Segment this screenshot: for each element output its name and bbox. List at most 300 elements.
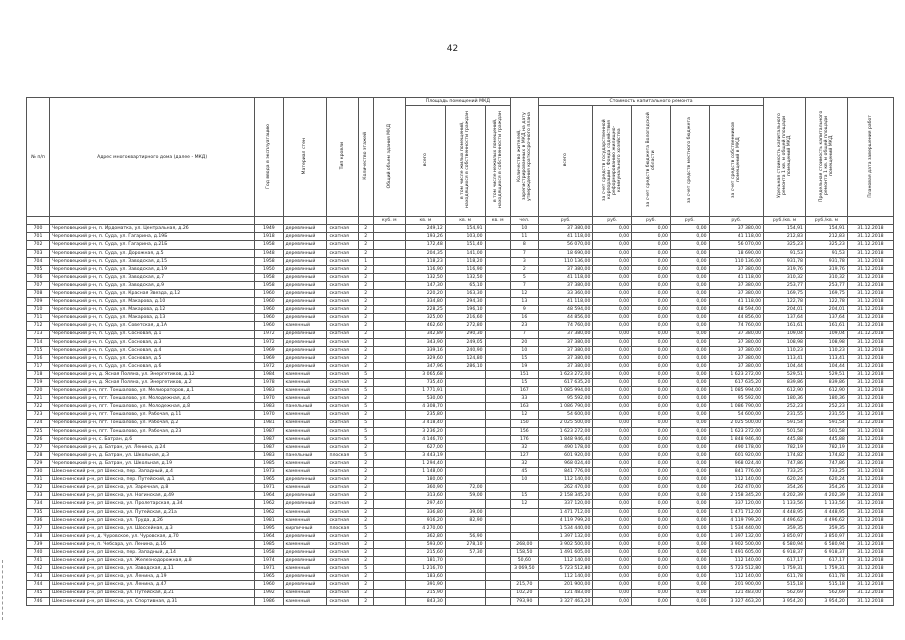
table-cell bbox=[445, 581, 485, 589]
table-cell: 57,30 bbox=[445, 549, 485, 557]
table-body bbox=[27, 225, 894, 605]
table-cell: Череповецкий р-н, п. Суда, ул. Гагарина, д.19Б bbox=[50, 233, 255, 241]
table-cell: 31.12.2018 bbox=[847, 298, 893, 306]
table-cell: 3 443,19 bbox=[405, 451, 445, 459]
table-cell: 0,00 bbox=[632, 460, 671, 468]
table-cell: 0,00 bbox=[593, 225, 632, 233]
table-cell: 0,00 bbox=[670, 484, 709, 492]
table-cell: Череповецкий р-н, п. Суда, ул. Сосновая, д.3 bbox=[50, 338, 255, 346]
table-cell: Шекснинский р-н, рп Шексна, ул. Путейская, д.21а bbox=[50, 508, 255, 516]
table-cell: 782,19 bbox=[805, 443, 847, 451]
table-row bbox=[27, 581, 894, 589]
table-cell: 0,00 bbox=[593, 379, 632, 387]
table-cell: 2 bbox=[358, 249, 373, 257]
table-cell bbox=[373, 524, 405, 532]
table-cell: скатная bbox=[327, 403, 358, 411]
table-cell: 1985 bbox=[255, 540, 283, 548]
table-cell: 1 294,40 bbox=[405, 460, 445, 468]
table-cell: 740 bbox=[27, 549, 50, 557]
table-cell: Череповецкий р-н, п. Суда, ул. Сосновая, д.5 bbox=[50, 354, 255, 362]
table-cell: 746 bbox=[27, 597, 50, 605]
table-cell: 41 118,00 bbox=[538, 233, 592, 241]
table-cell: 3 327 463,20 bbox=[709, 597, 763, 605]
table-cell: 31.12.2018 bbox=[847, 330, 893, 338]
table-cell: 0,00 bbox=[632, 573, 671, 581]
table-cell: 0,00 bbox=[632, 524, 671, 532]
table-cell: 0,00 bbox=[670, 273, 709, 281]
table-cell: 8 bbox=[510, 241, 538, 249]
table-cell: 37 380,00 bbox=[538, 362, 592, 370]
table-cell: 31.12.2018 bbox=[847, 500, 893, 508]
table-cell: Череповецкий р-н, п. Суда, ул. Заводская, д.19 bbox=[50, 265, 255, 273]
table-cell: скатная bbox=[327, 346, 358, 354]
table-cell: скатная bbox=[327, 257, 358, 265]
table-cell: каменный bbox=[283, 322, 327, 330]
table-cell: 0,00 bbox=[670, 330, 709, 338]
table-cell: 0,00 bbox=[632, 379, 671, 387]
table-row bbox=[27, 403, 894, 411]
table-cell: 252,23 bbox=[764, 403, 806, 411]
table-cell: деревянный bbox=[283, 581, 327, 589]
table-cell: 1 397 132,00 bbox=[538, 532, 592, 540]
table-cell bbox=[485, 540, 510, 548]
table-cell: каменный bbox=[283, 565, 327, 573]
header-cost-group: Стоимость капитального ремонта bbox=[538, 98, 763, 106]
table-cell: скатная bbox=[327, 460, 358, 468]
table-cell: 0,00 bbox=[632, 500, 671, 508]
table-cell: 0,00 bbox=[593, 549, 632, 557]
table-cell: 743 bbox=[27, 573, 50, 581]
table-cell: 2 bbox=[358, 492, 373, 500]
table-cell: 0,00 bbox=[632, 395, 671, 403]
table-cell: 56 070,00 bbox=[538, 241, 592, 249]
table-cell: 337 120,00 bbox=[538, 500, 592, 508]
table-cell: 3 069,50 bbox=[510, 565, 538, 573]
table-cell: 169,75 bbox=[764, 290, 806, 298]
table-cell bbox=[373, 581, 405, 589]
table-cell: 721 bbox=[27, 395, 50, 403]
table-row bbox=[27, 492, 894, 500]
table-cell: 110,23 bbox=[764, 346, 806, 354]
table-cell: 151,40 bbox=[445, 241, 485, 249]
table-cell: 0,00 bbox=[632, 508, 671, 516]
table-cell: 1962 bbox=[255, 500, 283, 508]
table-cell: 735,40 bbox=[405, 379, 445, 387]
table-cell: Череповецкий р-н, пгт. Тоншалово, ул. Рабочая, д.11 bbox=[50, 411, 255, 419]
table-row bbox=[27, 233, 894, 241]
table-cell: деревянный bbox=[283, 338, 327, 346]
table-cell: 4 270,00 bbox=[405, 524, 445, 532]
table-cell: 1 848 946,40 bbox=[538, 435, 592, 443]
table-cell: 742 bbox=[27, 565, 50, 573]
table-cell: 124,80 bbox=[445, 354, 485, 362]
unit-cell: куб. м bbox=[373, 217, 405, 225]
table-cell: 313,60 bbox=[405, 492, 445, 500]
table-cell bbox=[485, 500, 510, 508]
table-cell: 711 bbox=[27, 314, 50, 322]
table-cell: 132,50 bbox=[445, 273, 485, 281]
table-cell: деревянный bbox=[283, 298, 327, 306]
table-cell: 16 bbox=[510, 314, 538, 322]
table-cell: 793,90 bbox=[510, 597, 538, 605]
table-cell: 2 bbox=[358, 484, 373, 492]
table-cell: 723 bbox=[27, 411, 50, 419]
table-cell: 1 216,70 bbox=[405, 565, 445, 573]
table-row bbox=[27, 354, 894, 362]
table-cell bbox=[373, 484, 405, 492]
table-cell: 1 086 790,00 bbox=[538, 403, 592, 411]
table-cell: 0,00 bbox=[670, 524, 709, 532]
table-cell bbox=[485, 565, 510, 573]
table-cell: 2 bbox=[358, 460, 373, 468]
table-cell: 4 146,70 bbox=[405, 435, 445, 443]
table-cell: деревянный bbox=[283, 273, 327, 281]
table-cell: 0,00 bbox=[670, 597, 709, 605]
table-cell: 0,00 bbox=[593, 403, 632, 411]
table-cell: 1 623 272,00 bbox=[709, 370, 763, 378]
table-cell: 154,91 bbox=[764, 225, 806, 233]
table-cell: 354,26 bbox=[805, 484, 847, 492]
table-cell: 720 bbox=[27, 387, 50, 395]
table-cell: 31.12.2018 bbox=[847, 338, 893, 346]
table-cell: 0,00 bbox=[593, 573, 632, 581]
table-cell bbox=[373, 395, 405, 403]
table-cell: 5 bbox=[358, 387, 373, 395]
table-cell bbox=[373, 314, 405, 322]
table-cell: 725 bbox=[27, 427, 50, 435]
table-cell: 262 470,00 bbox=[538, 484, 592, 492]
table-cell: 41 118,00 bbox=[709, 298, 763, 306]
table-cell: 147,30 bbox=[405, 281, 445, 289]
table-row bbox=[27, 411, 894, 419]
table-cell: 1 148,00 bbox=[405, 468, 445, 476]
table-cell: Шекснинский р-н, рп Шексна, ул. Ленина, д.19 bbox=[50, 573, 255, 581]
table-cell: 181,70 bbox=[405, 557, 445, 565]
table-cell: 4 448,95 bbox=[764, 508, 806, 516]
table-cell bbox=[485, 395, 510, 403]
table-cell: 31.12.2018 bbox=[847, 460, 893, 468]
table-cell: 31.12.2018 bbox=[847, 257, 893, 265]
table-cell: 167 bbox=[510, 387, 538, 395]
table-cell: 3 902 500,00 bbox=[709, 540, 763, 548]
table-cell: 31.12.2018 bbox=[847, 597, 893, 605]
table-cell: 2 bbox=[358, 573, 373, 581]
table-cell bbox=[373, 516, 405, 524]
table-cell bbox=[485, 306, 510, 314]
table-cell: 704 bbox=[27, 257, 50, 265]
table-cell: 0,00 bbox=[593, 524, 632, 532]
table-cell: 0,00 bbox=[632, 265, 671, 273]
table-cell: 0,00 bbox=[632, 484, 671, 492]
table-cell: 739 bbox=[27, 540, 50, 548]
table-cell: 286,10 bbox=[445, 362, 485, 370]
table-cell: 108,98 bbox=[805, 338, 847, 346]
table-cell: 91,53 bbox=[764, 249, 806, 257]
table-cell: 354,26 bbox=[764, 484, 806, 492]
table-cell: каменный bbox=[283, 460, 327, 468]
table-cell: 41 118,00 bbox=[709, 273, 763, 281]
table-cell: Шекснинский р-н, рп Шексна, ул. Ногинская, д.49 bbox=[50, 492, 255, 500]
table-cell: 0,00 bbox=[632, 338, 671, 346]
table-cell: Череповецкий р-н, пгт. Тоншалово, ул. Мелиораторов, д.1 bbox=[50, 387, 255, 395]
table-cell: 931,78 bbox=[805, 257, 847, 265]
table-cell: 6 580,94 bbox=[764, 540, 806, 548]
table-cell: каменный bbox=[283, 597, 327, 605]
table-cell bbox=[485, 370, 510, 378]
table-cell: 0,00 bbox=[670, 540, 709, 548]
table-cell: 462,60 bbox=[405, 322, 445, 330]
table-cell bbox=[373, 265, 405, 273]
table-cell bbox=[373, 273, 405, 281]
table-cell: 180,36 bbox=[764, 395, 806, 403]
table-cell: скатная bbox=[327, 565, 358, 573]
table-cell: 31.12.2018 bbox=[847, 532, 893, 540]
table-cell: 0,00 bbox=[632, 346, 671, 354]
table-cell: деревянный bbox=[283, 549, 327, 557]
table-cell: 0,00 bbox=[670, 225, 709, 233]
table-cell: деревянный bbox=[283, 241, 327, 249]
table-row bbox=[27, 249, 894, 257]
table-cell bbox=[485, 589, 510, 597]
table-cell: 3 236,20 bbox=[405, 427, 445, 435]
table-cell: 705 bbox=[27, 265, 50, 273]
table-cell: 212,83 bbox=[805, 233, 847, 241]
table-cell: Череповецкий р-н, п. Суда, ул. Советская, д.1А bbox=[50, 322, 255, 330]
table-cell: 0,00 bbox=[593, 419, 632, 427]
table-cell bbox=[373, 387, 405, 395]
table-cell: 490 178,00 bbox=[538, 443, 592, 451]
table-cell: 204,01 bbox=[764, 306, 806, 314]
table-cell: 726 bbox=[27, 435, 50, 443]
table-cell: 731 bbox=[27, 476, 50, 484]
table-cell: 104,44 bbox=[764, 362, 806, 370]
table-cell: Шекснинский р-н, рп Шексна, пер. Путейский, д.1 bbox=[50, 476, 255, 484]
table-cell: 336,80 bbox=[405, 508, 445, 516]
table-cell bbox=[373, 492, 405, 500]
units-row bbox=[27, 217, 894, 225]
header-volume: Общий объем здания МКД bbox=[373, 98, 405, 217]
table-cell: 1995 bbox=[255, 524, 283, 532]
table-cell: каменный bbox=[283, 427, 327, 435]
table-cell: 0,00 bbox=[670, 379, 709, 387]
header-floors: Количество этажей bbox=[358, 98, 373, 217]
table-cell: Череповецкий р-н, п. Ирдоматка, ул. Центральная, д.26 bbox=[50, 225, 255, 233]
header-plan-date: Плановая дата завершения работ bbox=[847, 98, 893, 217]
table-cell: 7 bbox=[510, 330, 538, 338]
table-cell: 708 bbox=[27, 290, 50, 298]
table-cell: 0,00 bbox=[632, 298, 671, 306]
table-cell bbox=[510, 532, 538, 540]
table-cell: 204,01 bbox=[805, 306, 847, 314]
table-cell: 782,19 bbox=[764, 443, 806, 451]
table-cell bbox=[485, 460, 510, 468]
table-cell: 0,00 bbox=[593, 492, 632, 500]
table-cell: 10 bbox=[510, 346, 538, 354]
table-cell: каменный bbox=[283, 419, 327, 427]
table-cell: 1981 bbox=[255, 419, 283, 427]
table-cell: скатная bbox=[327, 549, 358, 557]
table-cell: 31.12.2018 bbox=[847, 549, 893, 557]
table-cell bbox=[485, 443, 510, 451]
table-cell: плоская bbox=[327, 524, 358, 532]
table-cell: 37 380,00 bbox=[709, 225, 763, 233]
table-cell: 15 bbox=[510, 354, 538, 362]
table-cell: 4 202,39 bbox=[805, 492, 847, 500]
table-cell: 0,00 bbox=[593, 435, 632, 443]
table-cell: 334,80 bbox=[405, 298, 445, 306]
table-cell: 31.12.2018 bbox=[847, 354, 893, 362]
table-row bbox=[27, 435, 894, 443]
table-cell: 31.12.2018 bbox=[847, 427, 893, 435]
table-cell: 91,53 bbox=[805, 249, 847, 257]
table-cell bbox=[373, 557, 405, 565]
unit-cell: руб. bbox=[670, 217, 709, 225]
table-row bbox=[27, 500, 894, 508]
table-row bbox=[27, 451, 894, 459]
table-cell: 1 085 994,00 bbox=[538, 387, 592, 395]
table-cell: 103,00 bbox=[445, 233, 485, 241]
table-cell: 54 600,00 bbox=[709, 411, 763, 419]
table-cell: 4 448,95 bbox=[805, 508, 847, 516]
table-cell: 501,58 bbox=[805, 427, 847, 435]
table-cell: 5 bbox=[510, 273, 538, 281]
table-cell: 1973 bbox=[255, 468, 283, 476]
table-cell: Череповецкий р-н, пгт. Тоншалово, ул. Рабочая, д.23 bbox=[50, 427, 255, 435]
table-cell: 31.12.2018 bbox=[847, 565, 893, 573]
table-cell: 7 bbox=[510, 281, 538, 289]
table-cell: 2 bbox=[358, 540, 373, 548]
table-cell: 31.12.2018 bbox=[847, 290, 893, 298]
table-cell: 5 bbox=[358, 419, 373, 427]
table-cell: 2 bbox=[358, 346, 373, 354]
table-cell: 843,30 bbox=[405, 597, 445, 605]
table-cell: 0,00 bbox=[632, 468, 671, 476]
table-cell: 31.12.2018 bbox=[847, 589, 893, 597]
table-cell: 1960 bbox=[255, 306, 283, 314]
table-cell: 1978 bbox=[255, 379, 283, 387]
table-cell: 1 534 440,00 bbox=[709, 524, 763, 532]
table-cell: 0,00 bbox=[593, 565, 632, 573]
table-cell: Шекснинский р-н, рп Шексна, ул. Железнодорожная, д.8 bbox=[50, 557, 255, 565]
table-cell: 37 380,00 bbox=[709, 338, 763, 346]
table-cell: скатная bbox=[327, 581, 358, 589]
table-cell: 158,50 bbox=[510, 549, 538, 557]
table-cell: 0,00 bbox=[593, 500, 632, 508]
table-cell: 31.12.2018 bbox=[847, 476, 893, 484]
table-cell: 1958 bbox=[255, 549, 283, 557]
table-cell bbox=[373, 354, 405, 362]
table-cell: 5 bbox=[358, 435, 373, 443]
table-cell bbox=[485, 532, 510, 540]
table-cell: 113,41 bbox=[805, 354, 847, 362]
table-cell: 161,61 bbox=[805, 322, 847, 330]
table-cell bbox=[373, 403, 405, 411]
table-cell: Череповецкий р-н, п. Суда, ул. Дорожная, д.5 bbox=[50, 249, 255, 257]
table-cell: 1969 bbox=[255, 354, 283, 362]
table-cell: скатная bbox=[327, 492, 358, 500]
table-cell bbox=[485, 387, 510, 395]
table-cell: 0,00 bbox=[632, 354, 671, 362]
table-cell: 1985 bbox=[255, 460, 283, 468]
table-cell bbox=[485, 379, 510, 387]
table-cell: 18 690,00 bbox=[709, 249, 763, 257]
table-cell: 343,90 bbox=[405, 338, 445, 346]
table-cell: 110 136,00 bbox=[538, 257, 592, 265]
table-cell: 0,00 bbox=[670, 500, 709, 508]
table-cell: 1960 bbox=[255, 581, 283, 589]
table-row bbox=[27, 298, 894, 306]
table-cell bbox=[373, 597, 405, 605]
table-cell: 37 380,00 bbox=[538, 225, 592, 233]
table-cell: 735 bbox=[27, 508, 50, 516]
table-cell: 1 bbox=[358, 257, 373, 265]
table-cell: 617 635,20 bbox=[709, 379, 763, 387]
table-cell: каменный bbox=[283, 395, 327, 403]
table-cell bbox=[373, 233, 405, 241]
table-cell: плоская bbox=[327, 451, 358, 459]
table-cell: деревянный bbox=[283, 281, 327, 289]
table-cell: 0,00 bbox=[593, 451, 632, 459]
table-cell: 252,23 bbox=[805, 403, 847, 411]
table-row bbox=[27, 532, 894, 540]
table-cell: 1 471 712,00 bbox=[709, 508, 763, 516]
table-cell: 0,00 bbox=[632, 233, 671, 241]
table-cell bbox=[373, 330, 405, 338]
table-row bbox=[27, 338, 894, 346]
table-cell: 0,00 bbox=[593, 395, 632, 403]
unit-cell: кв. м bbox=[485, 217, 510, 225]
table-cell: 50,60 bbox=[510, 557, 538, 565]
table-cell: 33 360,00 bbox=[538, 290, 592, 298]
table-cell bbox=[485, 233, 510, 241]
table-cell: 445,88 bbox=[764, 435, 806, 443]
unit-cell: кв. м bbox=[405, 217, 445, 225]
table-cell: 31.12.2018 bbox=[847, 265, 893, 273]
table-cell: 0,00 bbox=[670, 419, 709, 427]
table-cell: 112 140,00 bbox=[709, 476, 763, 484]
table-cell: деревянный bbox=[283, 362, 327, 370]
table-cell: 121 483,00 bbox=[709, 589, 763, 597]
table-cell: 0,00 bbox=[670, 565, 709, 573]
table-cell: 31.12.2018 bbox=[847, 540, 893, 548]
table-cell: 728 bbox=[27, 451, 50, 459]
table-cell: 0,00 bbox=[593, 362, 632, 370]
table-cell: 31.12.2018 bbox=[847, 468, 893, 476]
table-cell bbox=[445, 403, 485, 411]
table-cell: 490 178,00 bbox=[709, 443, 763, 451]
table-cell bbox=[373, 500, 405, 508]
table-cell: 95 592,00 bbox=[538, 395, 592, 403]
table-cell bbox=[373, 419, 405, 427]
table-cell: 4 119 799,20 bbox=[709, 516, 763, 524]
table-cell: 0,00 bbox=[632, 427, 671, 435]
table-cell: каменный bbox=[283, 589, 327, 597]
table-cell: 65,10 bbox=[445, 281, 485, 289]
table-cell: 1986 bbox=[255, 597, 283, 605]
table-cell: 0,00 bbox=[670, 549, 709, 557]
table-cell bbox=[485, 338, 510, 346]
table-cell: 1983 bbox=[255, 451, 283, 459]
unit-cell bbox=[283, 217, 327, 225]
table-cell: панельный bbox=[283, 451, 327, 459]
table-cell: 110,23 bbox=[805, 346, 847, 354]
table-cell bbox=[373, 257, 405, 265]
table-cell bbox=[445, 557, 485, 565]
table-cell: деревянный bbox=[283, 249, 327, 257]
table-cell bbox=[510, 524, 538, 532]
table-cell: деревянный bbox=[283, 492, 327, 500]
table-cell: 0,00 bbox=[670, 411, 709, 419]
